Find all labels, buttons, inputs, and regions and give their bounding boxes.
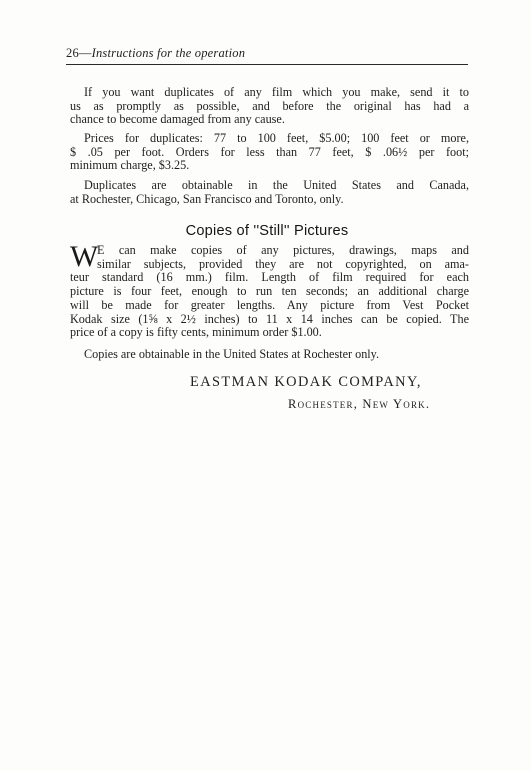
text-line: picture is four feet, enough to run ten seconds; an additional charge [70, 284, 469, 299]
company-city: Rochester, New York. [288, 397, 431, 411]
text-line: Prices for duplicates: 77 to 100 feet, $5.00; 100 feet or more, [84, 131, 469, 145]
text-line: minimum charge, $3.25. [70, 158, 190, 173]
text-line: If you want duplicates of any film which you make, send it to [84, 85, 469, 99]
text-line: Copies are obtainable in the United States at Rochester only. [84, 347, 380, 361]
text-line: E can make copies of any pictures, drawings, maps and [97, 243, 469, 257]
paragraph-still-pictures [70, 240, 469, 340]
text-line: will be made for greater lengths. Any picture from Vest Pocket [70, 297, 469, 312]
drop-cap: W [70, 240, 99, 273]
section-heading: Copies of ''Still'' Pictures [185, 223, 349, 239]
text-line: Duplicates are obtainable in the United States and Canada, [84, 178, 469, 192]
text-line: price of a copy is fifty cents, minimum order $1.00. [70, 325, 322, 340]
text-line: us as promptly as possible, and before the original has had a [70, 98, 469, 113]
text-line: at Rochester, Chicago, San Francisco and Toronto, only. [70, 191, 344, 206]
text-line: Kodak size (1⅝ x 2½ inches) to 11 x 14 inches can be copied. The [70, 311, 469, 326]
text-line: chance to become damaged from any cause. [70, 112, 285, 127]
paragraph-duplicates [70, 86, 469, 127]
text-line: teur standard (16 mm.) film. Length of film required for each [70, 270, 469, 285]
page-number: 26— [66, 46, 92, 60]
header-rule [66, 64, 468, 65]
paragraph-prices [70, 132, 469, 173]
text-line: $ .05 per foot. Orders for less than 77 feet, $ .06½ per foot; [70, 144, 469, 159]
running-title: Instructions for the operation [91, 46, 246, 60]
text-line: similar subjects, provided they are not copyrighted, on ama- [97, 256, 469, 271]
running-header [66, 46, 468, 61]
company-signature: EASTMAN KODAK COMPANY, [190, 374, 422, 390]
paragraph-closing [70, 348, 469, 362]
paragraph-availability [70, 179, 469, 206]
